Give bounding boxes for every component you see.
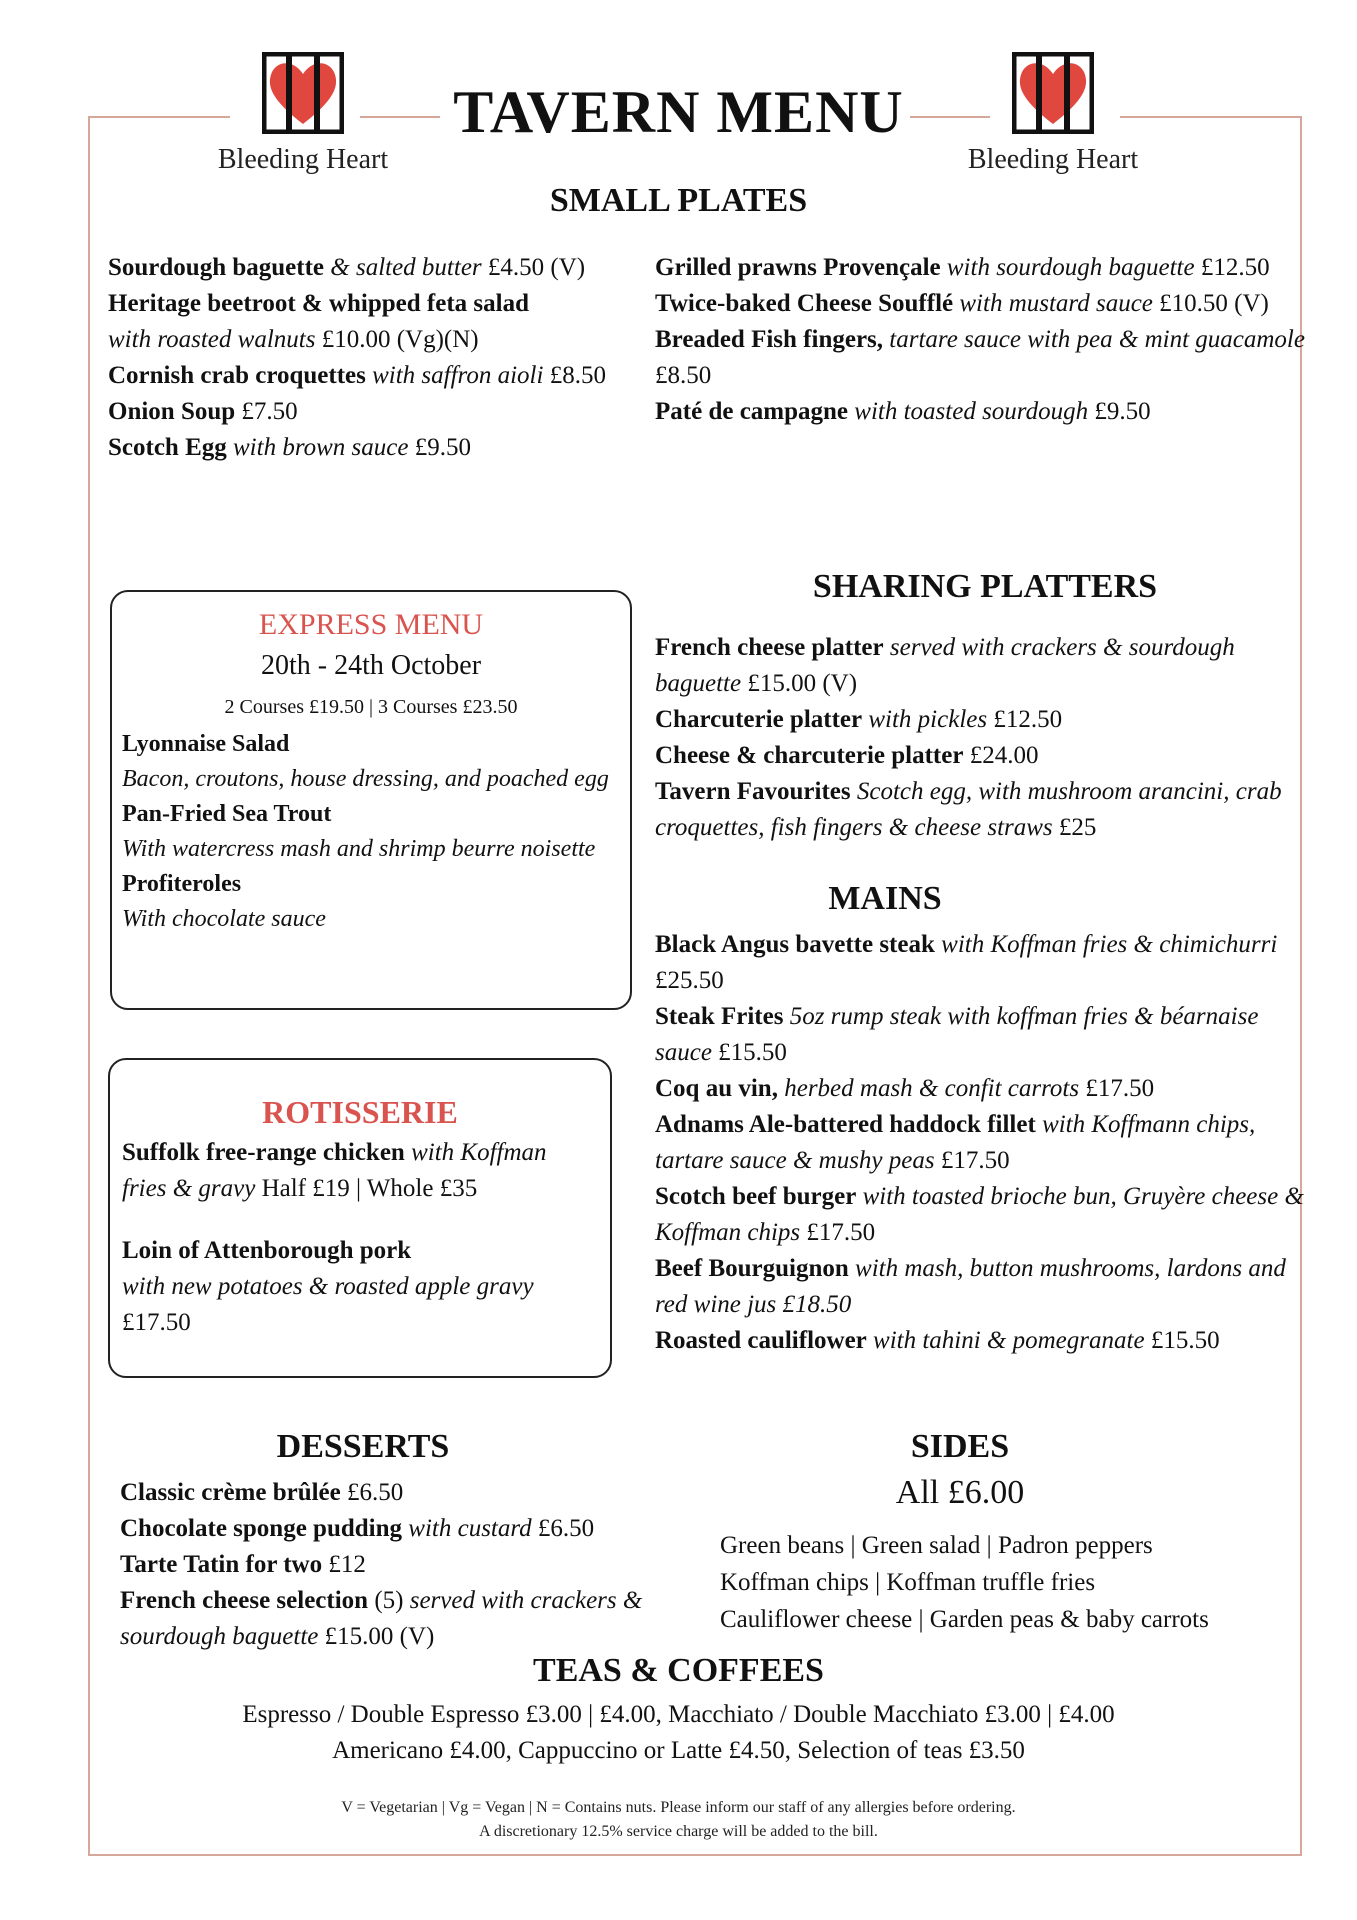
- express-menu-prices: 2 Courses £19.50 | 3 Courses £23.50: [224, 696, 518, 718]
- list-item: Cheese & charcuterie platter £24.00: [655, 742, 1039, 769]
- service-charge-note: A discretionary 12.5% service charge will be added to the bill.: [479, 1823, 878, 1840]
- list-item: Roasted cauliflower with tahini & pomegranate £15.50: [655, 1327, 1220, 1354]
- sharing-platters-heading: SHARING PLATTERS: [812, 568, 1158, 605]
- brand-name-right: Bleeding Heart: [967, 144, 1139, 175]
- sides-price: All £6.00: [895, 1474, 1025, 1511]
- sides-heading: SIDES: [910, 1428, 1010, 1465]
- list-item: Black Angus bavette steak with Koffman fries & chimichurri £25.50: [655, 931, 1278, 994]
- list-item: Beef Bourguignon with mash, button mushrooms, lardons and red wine jus £18.50: [655, 1255, 1286, 1318]
- list-item: Cornish crab croquettes with saffron aioli £8.50: [108, 362, 606, 389]
- list-item: Heritage beetroot & whipped feta salad with roasted walnuts £10.00 (Vg)(N): [108, 290, 530, 353]
- list-item: Onion Soup £7.50: [108, 398, 298, 425]
- list-item: Loin of Attenborough pork with new potatoes & roasted apple gravy £17.50: [122, 1237, 534, 1336]
- rotisserie-box: [108, 1058, 612, 1378]
- list-item: Tavern Favourites Scotch egg, with mushroom arancini, crab croquettes, fish fingers & cheese straws £25: [655, 778, 1282, 841]
- list-item: Espresso / Double Espresso £3.00 | £4.00, Macchiato / Double Macchiato £3.00 | £4.00: [242, 1701, 1115, 1728]
- list-item: Grilled prawns Provençale with sourdough baguette £12.50: [655, 254, 1270, 281]
- small-plates-left: [108, 250, 638, 466]
- list-item: Charcuterie platter with pickles £12.50: [655, 706, 1063, 733]
- desserts-list: [120, 1475, 680, 1655]
- small-plates-right: [655, 250, 1305, 430]
- teas-coffees-list: [0, 1697, 1357, 1769]
- list-item: Steak Frites 5oz rump steak with koffman fries & béarnaise sauce £15.50: [655, 1003, 1259, 1066]
- list-item: French cheese selection (5) served with crackers & sourdough baguette £15.00 (V): [120, 1587, 643, 1650]
- list-item: Pan-Fried Sea Trout With watercress mash and shrimp beurre noisette: [122, 801, 596, 862]
- list-item: Tarte Tatin for two £12: [120, 1551, 366, 1578]
- list-item: Americano £4.00, Cappuccino or Latte £4.50, Selection of teas £3.50: [332, 1737, 1025, 1764]
- list-item: Scotch beef burger with toasted brioche bun, Gruyère cheese & Koffman chips £17.50: [655, 1183, 1304, 1246]
- sharing-platters-list: [655, 630, 1305, 846]
- list-item: Breaded Fish fingers, tartare sauce with pea & mint guacamole £8.50: [655, 326, 1305, 389]
- allergen-note: V = Vegetarian | Vg = Vegan | N = Contains nuts. Please inform our staff of any allergies before ordering.: [341, 1799, 1016, 1816]
- list-item: Classic crème brûlée £6.50: [120, 1479, 404, 1506]
- desserts-heading: DESSERTS: [276, 1428, 450, 1465]
- list-item: Koffman chips | Koffman truffle fries: [720, 1569, 1096, 1596]
- rotisserie-items: [122, 1135, 592, 1341]
- list-item: Chocolate sponge pudding with custard £6.50: [120, 1515, 595, 1542]
- express-menu-box: [110, 590, 632, 1010]
- list-item: Green beans | Green salad | Padron peppers: [720, 1532, 1153, 1559]
- list-item: Profiteroles With chocolate sauce: [122, 871, 326, 932]
- page-title: TAVERN MENU: [453, 79, 904, 145]
- list-item: Coq au vin, herbed mash & confit carrots £17.50: [655, 1075, 1155, 1102]
- list-item: Cauliflower cheese | Garden peas & baby carrots: [720, 1606, 1209, 1633]
- list-item: Sourdough baguette & salted butter £4.50 (V): [108, 254, 586, 281]
- list-item: Scotch Egg with brown sauce £9.50: [108, 434, 471, 461]
- list-item: Adnams Ale-battered haddock fillet with Koffmann chips, tartare sauce & mushy peas £17.50: [655, 1111, 1256, 1174]
- express-menu-heading: EXPRESS MENU: [258, 608, 484, 641]
- teas-coffees-heading: TEAS & COFFEES: [533, 1652, 824, 1689]
- brand-name-left: Bleeding Heart: [217, 144, 389, 175]
- list-item: French cheese platter served with crackers & sourdough baguette £15.00 (V): [655, 634, 1235, 697]
- express-menu-dates: 20th - 24th October: [260, 650, 482, 681]
- small-plates-heading: SMALL PLATES: [549, 182, 808, 219]
- list-item: Paté de campagne with toasted sourdough £9.50: [655, 398, 1151, 425]
- list-item: Lyonnaise Salad Bacon, croutons, house dressing, and poached egg: [122, 731, 609, 792]
- mains-list: [655, 927, 1305, 1359]
- sides-list: [720, 1527, 1320, 1638]
- express-menu-items: [122, 727, 622, 937]
- list-item: Twice-baked Cheese Soufflé with mustard sauce £10.50 (V): [655, 290, 1269, 317]
- list-item: Suffolk free-range chicken with Koffman fries & gravy Half £19 | Whole £35: [122, 1139, 547, 1202]
- rotisserie-heading: ROTISSERIE: [262, 1094, 458, 1130]
- mains-heading: MAINS: [828, 880, 942, 917]
